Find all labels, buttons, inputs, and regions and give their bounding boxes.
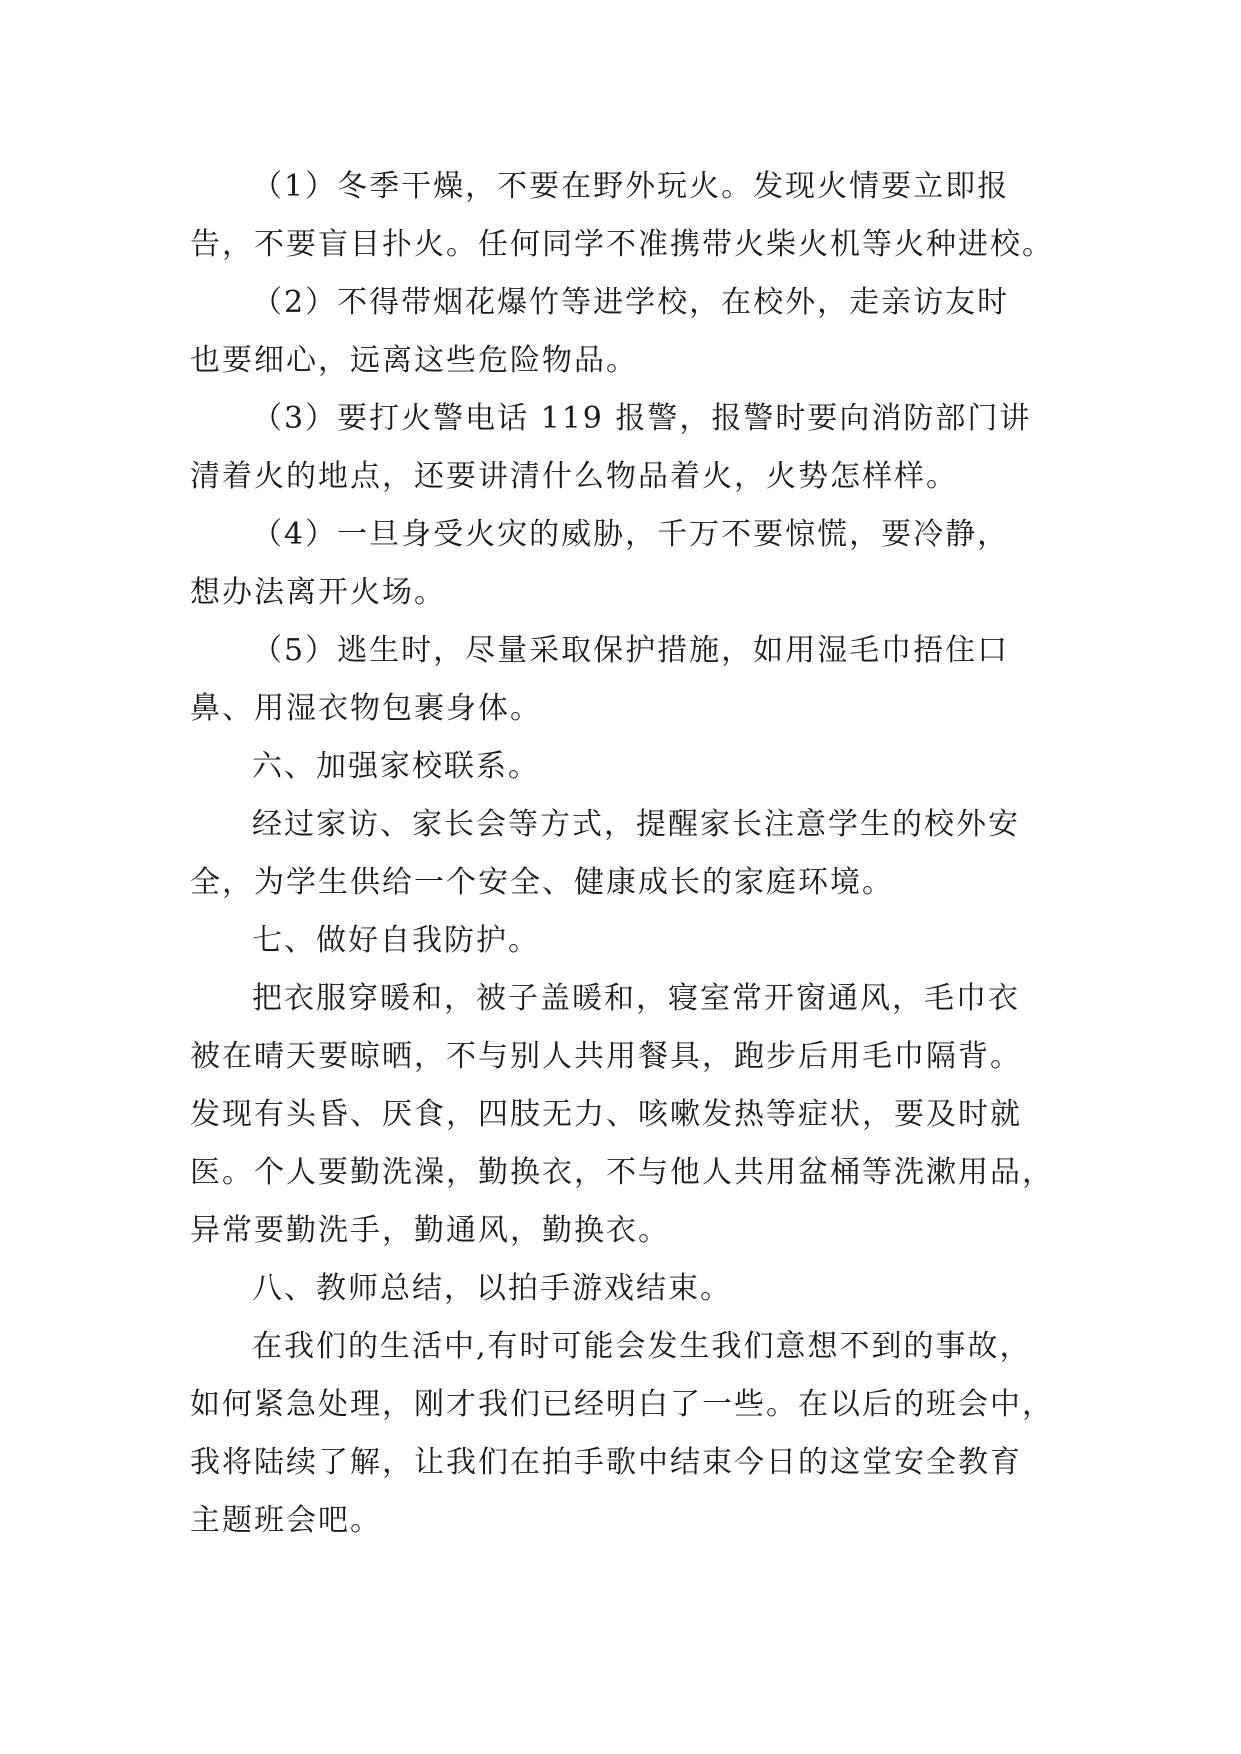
- paragraph-line: 医。个人要勤洗澡，勤换衣，不与他人共用盆桶等洗漱用品，: [190, 1155, 1054, 1190]
- paragraph-line: 也要细心，远离这些危险物品。: [190, 343, 638, 378]
- paragraph-line: 如何紧急处理，刚才我们已经明白了一些。在以后的班会中，: [190, 1387, 1054, 1422]
- paragraph-line: 在我们的生活中,有时可能会发生我们意想不到的事故，: [252, 1329, 1032, 1364]
- paragraph-line: （5）逃生时，尽量采取保护措施，如用湿毛巾捂住口: [252, 633, 1010, 668]
- section-heading: 七、做好自我防护。: [252, 923, 540, 958]
- paragraph-line: 全，为学生供给一个安全、健康成长的家庭环境。: [190, 865, 894, 900]
- paragraph-line: 被在晴天要晾晒，不与别人共用餐具，跑步后用毛巾隔背。: [190, 1039, 1022, 1074]
- paragraph-line: 鼻、用湿衣物包裹身体。: [190, 691, 542, 726]
- paragraph-line: （1）冬季干燥，不要在野外玩火。发现火情要立即报: [252, 169, 1010, 204]
- section-heading: 八、教师总结，以拍手游戏结束。: [252, 1271, 732, 1306]
- paragraph-line: 经过家访、家长会等方式，提醒家长注意学生的校外安: [252, 807, 1020, 842]
- paragraph-line: 异常要勤洗手，勤通风，勤换衣。: [190, 1213, 670, 1248]
- section-heading: 六、加强家校联系。: [252, 749, 540, 784]
- paragraph-line: 想办法离开火场。: [190, 575, 446, 610]
- paragraph-line: 把衣服穿暖和，被子盖暖和，寝室常开窗通风，毛巾衣: [252, 981, 1020, 1016]
- paragraph-line: 发现有头昏、厌食，四肢无力、咳嗽发热等症状，要及时就: [190, 1097, 1022, 1132]
- paragraph-line: （3）要打火警电话 119 报警，报警时要向消防部门讲: [252, 401, 1032, 436]
- paragraph-line: 我将陆续了解，让我们在拍手歌中结束今日的这堂安全教育: [190, 1445, 1022, 1480]
- paragraph-line: 清着火的地点，还要讲清什么物品着火，火势怎样样。: [190, 459, 958, 494]
- paragraph-line: 告，不要盲目扑火。任何同学不准携带火柴火机等火种进校。: [190, 227, 1054, 262]
- paragraph-line: （2）不得带烟花爆竹等进学校，在校外，走亲访友时: [252, 285, 1010, 320]
- paragraph-line: 主题班会吧。: [190, 1503, 382, 1538]
- paragraph-line: （4）一旦身受火灾的威胁，千万不要惊慌，要冷静，: [252, 517, 1010, 552]
